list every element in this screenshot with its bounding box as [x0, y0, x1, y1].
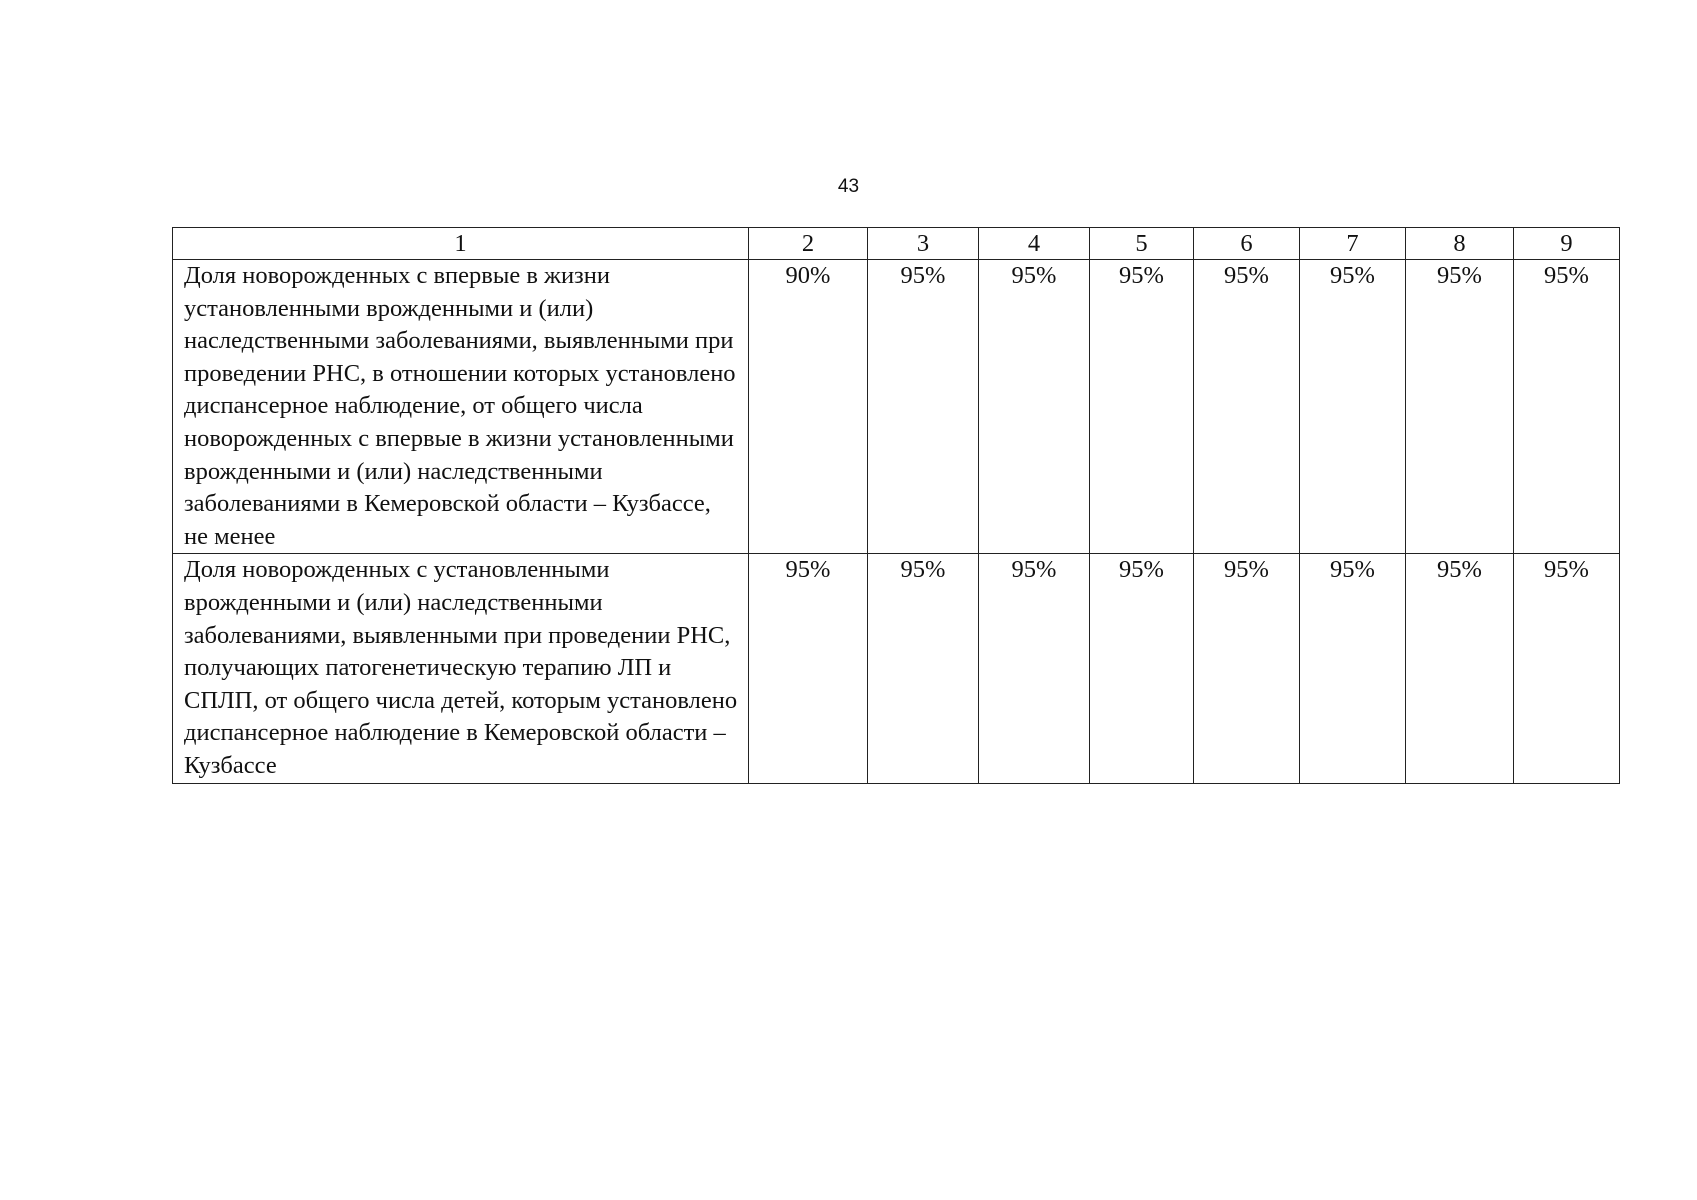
column-header: 2	[749, 228, 868, 260]
indicator-value: 95%	[1300, 554, 1406, 783]
indicator-value: 95%	[1194, 554, 1300, 783]
table-row	[173, 260, 1620, 554]
indicator-value: 95%	[1514, 260, 1620, 554]
indicator-value: 90%	[749, 260, 868, 554]
column-header: 5	[1090, 228, 1194, 260]
indicator-value: 95%	[979, 260, 1090, 554]
indicator-value: 95%	[1194, 260, 1300, 554]
column-header: 6	[1194, 228, 1300, 260]
column-header: 4	[979, 228, 1090, 260]
column-header: 7	[1300, 228, 1406, 260]
indicator-description: Доля новорожденных с установленными врожденными и (или) наследственными заболеваниями, выявленными при проведении РНС, получающих патогенетическую терапию ЛП и СПЛП, от общего числа детей, которым установлено диспансерное наблюдение в Кемеровской области – Кузбассе	[173, 554, 749, 783]
indicator-value: 95%	[1090, 554, 1194, 783]
indicator-value: 95%	[749, 554, 868, 783]
indicator-description: Доля новорожденных с впервые в жизни установленными врожденными и (или) наследственными заболеваниями, выявленными при проведении РНС, в отношении которых установлено диспансерное наблюдение, от общего числа новорожденных с впервые в жизни установленными врожденными и (или) наследственными заболеваниями в Кемеровской области – Кузбассе, не менее	[173, 260, 749, 554]
table-row	[173, 554, 1620, 783]
indicator-value: 95%	[1406, 554, 1514, 783]
indicator-value: 95%	[868, 554, 979, 783]
column-header: 3	[868, 228, 979, 260]
column-header: 8	[1406, 228, 1514, 260]
indicator-value: 95%	[979, 554, 1090, 783]
table-header-row	[173, 228, 1620, 260]
indicator-value: 95%	[868, 260, 979, 554]
indicator-value: 95%	[1300, 260, 1406, 554]
page-number: 43	[837, 176, 860, 197]
indicator-value: 95%	[1406, 260, 1514, 554]
indicator-value: 95%	[1090, 260, 1194, 554]
column-header: 9	[1514, 228, 1620, 260]
column-header: 1	[173, 228, 749, 260]
indicator-value: 95%	[1514, 554, 1620, 783]
indicators-table	[172, 227, 1620, 784]
